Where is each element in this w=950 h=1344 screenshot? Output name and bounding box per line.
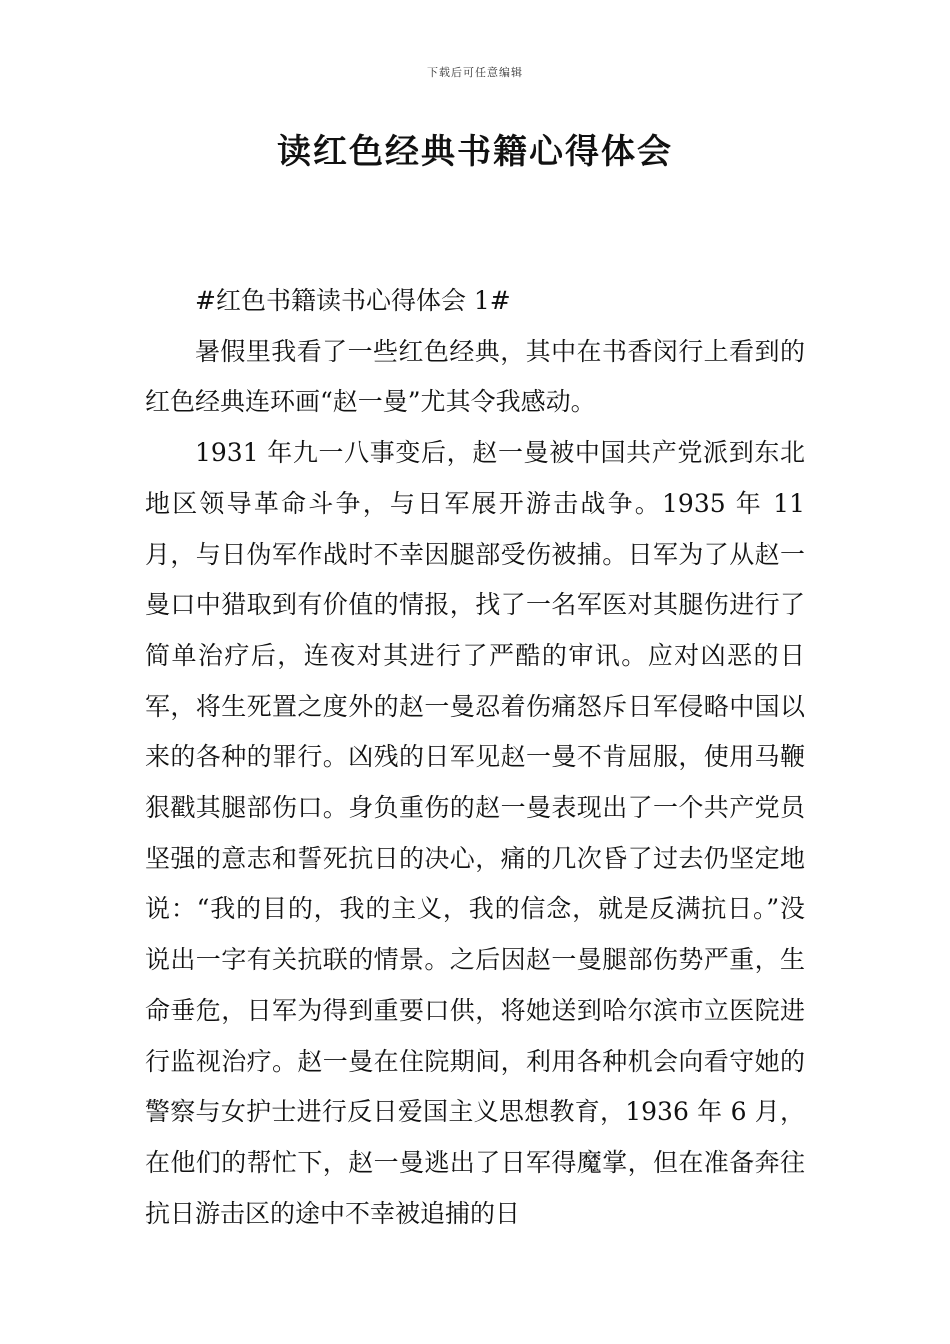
paragraph: 暑假里我看了一些红色经典，其中在书香闵行上看到的红色经典连环画“赵一曼”尤其令我感动。 bbox=[145, 336, 805, 417]
paragraph: 1931 年九一八事变后，赵一曼被中国共产党派到东北地区领导革命斗争，与日军展开游击战争。1935 年 11 月，与日伪军作战时不幸因腿部受伤被捕。日军为了从赵一曼口中猎取到有价值的情报，找了一名军医对其腿伤进行了简单治疗后，连夜对其进行了严酷的审讯。应对凶恶的日军，将生死置之度外的赵一曼忍着伤痛怒斥日军侵略中国以来的各种的罪行。凶残的日军见赵一曼不肯屈服，使用马鞭狠戳其腿部伤口。身负重伤的赵一曼表现出了一个共产党员坚强的意志和誓死抗日的决心，痛的几次昏了过去仍坚定地说：“我的目的，我的主义，我的信念，就是反满抗日。”没说出一字有关抗联的情景。之后因赵一曼腿部伤势严重，生命垂危，日军为得到重要口供，将她送到哈尔滨市立医院进行监视治疗。赵一曼在住院期间，利用各种机会向看守她的警察与女护士进行反日爱国主义思想教育，1936 年 6 月，在他们的帮忙下，赵一曼逃出了日军得魔掌，但在准备奔往抗日游击区的途中不幸被追捕的日 bbox=[145, 438, 805, 1228]
document-body bbox=[145, 276, 805, 1239]
document-title: 读红色经典书籍心得体会 bbox=[277, 132, 673, 172]
section-heading: #红色书籍读书心得体会 1# bbox=[195, 286, 511, 315]
page-header: 下载后可任意编辑 bbox=[427, 66, 523, 79]
